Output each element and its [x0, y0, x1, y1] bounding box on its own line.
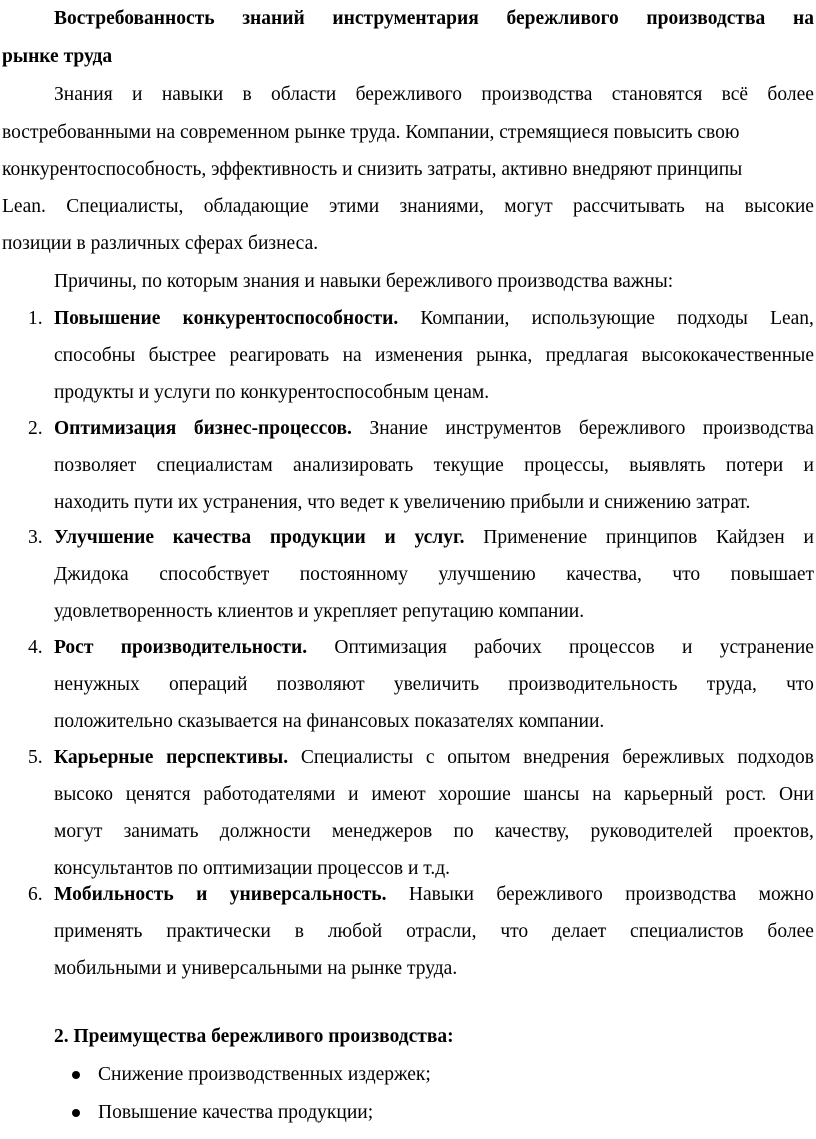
reason-word: что	[786, 674, 814, 695]
intro-word: бережливого	[355, 84, 463, 105]
reason-word: в	[294, 921, 304, 942]
intro-word: могут	[504, 196, 553, 217]
reason-word: операций	[168, 674, 248, 695]
intro-word: Lean.	[2, 196, 46, 217]
bullet-icon	[72, 1071, 80, 1079]
reason-word: анализировать	[293, 455, 414, 476]
reason-word: менеджеров	[331, 821, 433, 842]
intro-word: более	[767, 84, 814, 105]
reason-title-word: Рост	[54, 637, 94, 658]
reason-word: Навыки	[408, 884, 474, 905]
heading-line-2: рынке труда	[2, 46, 113, 67]
reason-word: улучшению	[438, 564, 536, 585]
reason-line	[54, 780, 814, 810]
reason-line	[54, 341, 814, 371]
reason-word: позволяют	[276, 674, 365, 695]
reason-word: повышает	[730, 564, 814, 585]
reason-word: производительность	[508, 674, 678, 695]
intro-word: всё	[721, 84, 749, 105]
reason-word: Знание	[369, 418, 428, 439]
reason-word: карьерный	[624, 784, 713, 805]
reason-title-word: качества	[172, 527, 252, 548]
reason-word: производства	[702, 418, 814, 439]
reason-word: инструментов	[445, 418, 562, 439]
reason-word: Кайдзен	[715, 527, 785, 548]
reason-line	[54, 451, 814, 481]
intro-line-3: конкурентоспособность, эффективность и снизить затраты, активно внедряют принципы	[2, 159, 743, 180]
reason-title-word: продукции	[269, 527, 366, 548]
reason-word: реагировать	[229, 345, 330, 366]
reason-word: ненужных	[54, 674, 140, 695]
reason-title-word: Мобильность	[54, 884, 174, 905]
reason-word: бережливого	[578, 418, 686, 439]
intro-word: Знания	[54, 84, 113, 105]
reason-word: можно	[758, 884, 814, 905]
reason-word: труда,	[706, 674, 757, 695]
reason-word: рынка,	[476, 345, 533, 366]
intro-word: этими	[329, 196, 380, 217]
reason-word: работодателями	[203, 784, 336, 805]
reason-word: ценятся	[125, 784, 191, 805]
reason-word: быстрее	[148, 345, 217, 366]
reason-line: удовлетворенность клиентов и укрепляет репутацию компании.	[54, 601, 585, 622]
heading-word: инструментария	[332, 8, 479, 29]
reason-word: любой	[327, 921, 383, 942]
reason-word: позволяет	[54, 455, 137, 476]
reason-word: Компании,	[420, 308, 510, 329]
reason-word: хорошие	[438, 784, 511, 805]
bullet-icon	[72, 1109, 80, 1117]
reason-word: принципов	[605, 527, 698, 548]
reason-number: 4.	[28, 637, 43, 658]
benefit-item: Повышение качества продукции;	[98, 1102, 374, 1123]
intro-word: и	[132, 84, 143, 105]
reason-title-word: Улучшение	[54, 527, 155, 548]
benefit-item: Снижение производственных издержек;	[98, 1064, 431, 1085]
reasons-intro: Причины, по которым знания и навыки бережливого производства важны:	[54, 271, 674, 292]
reason-word: Они	[778, 784, 814, 805]
reason-line	[54, 670, 814, 700]
reason-word: шансы	[523, 784, 580, 805]
intro-word: рассчитывать	[573, 196, 685, 217]
reason-word: Джидока	[54, 564, 129, 585]
reason-word: специалистов	[630, 921, 744, 942]
reason-word: постоянному	[299, 564, 408, 585]
reason-word: высоко	[54, 784, 113, 805]
intro-word: знаниями,	[399, 196, 484, 217]
reason-word: способны	[54, 345, 136, 366]
reason-word: что	[672, 564, 701, 585]
reason-word: бережливых	[622, 747, 725, 768]
intro-word: высокие	[744, 196, 814, 217]
intro-word: Специалисты,	[66, 196, 184, 217]
intro-line-1	[54, 80, 814, 110]
reason-word: высококачественные	[641, 345, 814, 366]
section2-heading: 2. Преимущества бережливого производства:	[54, 1026, 454, 1047]
reason-word: рабочих	[474, 637, 542, 658]
reason-word: и	[348, 784, 359, 805]
intro-line-4	[2, 192, 814, 222]
intro-word: навыки	[161, 84, 224, 105]
reason-number: 2.	[28, 418, 43, 439]
reason-title-word: Оптимизация	[54, 418, 177, 439]
heading-word: бережливого	[506, 8, 619, 29]
reason-word: способствует	[159, 564, 270, 585]
reason-word: делает	[552, 921, 607, 942]
reason-first-line	[54, 523, 814, 553]
reason-word: подходы	[677, 308, 748, 329]
reason-title-word: и	[196, 884, 208, 905]
reason-title-word: Карьерные	[54, 747, 154, 768]
reason-title-word: производительности.	[120, 637, 308, 658]
reason-title-word: и	[384, 527, 396, 548]
reason-word: опытом	[447, 747, 511, 768]
reason-line	[54, 560, 814, 590]
heading-word: знаний	[242, 8, 305, 29]
reason-line: положительно сказывается на финансовых показателях компании.	[54, 711, 605, 732]
heading-word: на	[792, 8, 814, 29]
reason-word: более	[767, 921, 814, 942]
reason-word: внедрения	[523, 747, 610, 768]
reason-number: 3.	[28, 527, 43, 548]
reason-number: 6.	[28, 884, 43, 905]
reason-line	[54, 917, 814, 947]
reason-line: находить пути их устранения, что ведет к увеличению прибыли и снижению затрат.	[54, 492, 751, 513]
reason-title-word: конкурентоспособности.	[182, 308, 399, 329]
reason-word: специалистам	[156, 455, 273, 476]
reason-word: Специалисты	[300, 747, 414, 768]
reason-number: 1.	[28, 308, 43, 329]
reason-word: Применение	[483, 527, 588, 548]
reason-first-line	[54, 880, 814, 910]
reason-word: и	[803, 455, 814, 476]
reason-word: применять	[54, 921, 143, 942]
reason-title-word: Повышение	[54, 308, 161, 329]
reason-word: на	[592, 784, 612, 805]
reason-word: должности	[219, 821, 311, 842]
heading-word: производства	[646, 8, 766, 29]
reason-word: качеству,	[494, 821, 570, 842]
intro-word: на	[705, 196, 725, 217]
reason-word: устранение	[719, 637, 814, 658]
reason-word: что	[500, 921, 529, 942]
reason-word: потери	[725, 455, 784, 476]
reason-first-line	[54, 743, 814, 773]
reason-title-word: универсальность.	[229, 884, 387, 905]
heading-word: Востребованность	[54, 8, 215, 29]
heading-line-1	[54, 4, 814, 34]
intro-line-2: востребованными на современном рынке труда. Компании, стремящиеся повысить свою	[2, 122, 740, 143]
reason-title-word: перспективы.	[166, 747, 289, 768]
reason-word: на	[342, 345, 362, 366]
reason-word: с	[425, 747, 435, 768]
reason-line	[54, 817, 814, 847]
reason-word: процессы,	[524, 455, 609, 476]
reason-word: предлагая	[545, 345, 629, 366]
reason-first-line	[54, 633, 814, 663]
reason-word: использующие	[531, 308, 655, 329]
reason-word: Оптимизация	[334, 637, 447, 658]
reason-line: продукты и услуги по конкурентоспособным ценам.	[54, 382, 490, 403]
reason-word: текущие	[433, 455, 504, 476]
reason-word: руководителей	[590, 821, 713, 842]
reason-line: мобильными и универсальными на рынке труда.	[54, 958, 458, 979]
reason-word: рост.	[725, 784, 767, 805]
reason-word: выявлять	[629, 455, 706, 476]
reason-first-line	[54, 304, 814, 334]
intro-word: области	[271, 84, 337, 105]
intro-word: обладающие	[203, 196, 309, 217]
reason-word: практически	[166, 921, 271, 942]
reason-title-word: бизнес-процессов.	[193, 418, 352, 439]
reason-word: изменения	[375, 345, 463, 366]
reason-first-line	[54, 414, 814, 444]
reason-word: производства	[625, 884, 737, 905]
reason-word: могут	[54, 821, 103, 842]
reason-word: Lean,	[770, 308, 814, 329]
intro-word: в	[242, 84, 252, 105]
intro-word: производства	[481, 84, 593, 105]
reason-word: имеют	[371, 784, 426, 805]
reason-word: отрасли,	[406, 921, 477, 942]
reason-word: занимать	[123, 821, 199, 842]
reason-word: процессов	[568, 637, 655, 658]
reason-word: проектов,	[733, 821, 814, 842]
reason-word: увеличить	[393, 674, 480, 695]
reason-word: подходов	[737, 747, 814, 768]
intro-word: становятся	[611, 84, 703, 105]
reason-word: и	[682, 637, 693, 658]
reason-word: и	[803, 527, 814, 548]
reason-number: 5.	[28, 747, 43, 768]
reason-word: бережливого	[496, 884, 603, 905]
intro-line-5: позиции в различных сферах бизнеса.	[2, 233, 319, 254]
reason-word: по	[453, 821, 474, 842]
reason-word: качества,	[566, 564, 642, 585]
reason-title-word: услуг.	[414, 527, 465, 548]
reason-line: консультантов по оптимизации процессов и т.д.	[54, 858, 450, 879]
